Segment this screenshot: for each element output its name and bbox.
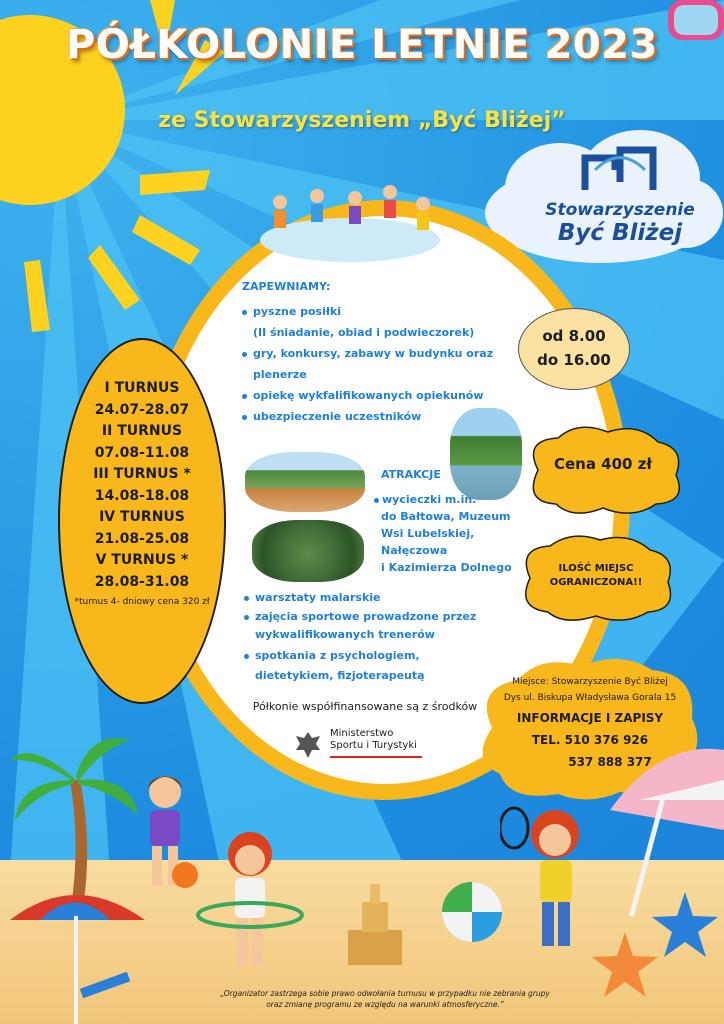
beach-ball-icon: [440, 880, 504, 944]
page-title: PÓŁKOLONIE LETNIE 2023: [66, 22, 658, 68]
provides-item: plenerze: [253, 368, 307, 381]
contact-address: Dys ul. Biskupa Władysława Gorala 15: [503, 693, 677, 703]
contact-place: Miejsce: Stowarzyszenie Być Bliżej: [512, 677, 668, 687]
association-logo: [520, 140, 720, 246]
disclaimer: [170, 988, 600, 1010]
attraction-item: Nałęczowa: [381, 544, 448, 557]
turn-line: IV TURNUS: [99, 509, 185, 525]
turn-line: II TURNUS: [101, 423, 183, 439]
bullet-icon: [374, 498, 379, 503]
starfish-blue-icon: [650, 890, 720, 960]
limited-label: [512, 562, 680, 590]
limited-line-2: OGRANICZONA!!: [549, 577, 643, 588]
hours-to: do 16.00: [537, 351, 611, 369]
attractions-heading: ATRAKCJE: [381, 468, 441, 481]
activity-item: wykwalifikowanych trenerów: [255, 628, 435, 641]
disclaimer-line-2: oraz zmianę programu ze względu na warunki atmosferyczne.”: [266, 1000, 504, 1009]
sandcastle-icon: [340, 880, 410, 970]
provides-item: opiekę wykfalifikowanych opiekunów: [253, 389, 484, 402]
bullet-icon: [242, 352, 247, 357]
turn-line: 28.08-31.08: [94, 573, 190, 590]
logo-line-2: Być Bliżej: [557, 220, 683, 246]
bullet-icon: [242, 415, 247, 420]
provides-item: (II śniadanie, obiad i podwieczorek): [253, 326, 475, 339]
landscape-photo: [245, 452, 365, 512]
activity-item: dietetykiem, fizjoterapeutą: [255, 669, 425, 682]
boy-hoop-illustration: [195, 820, 305, 980]
logo-line-1: Stowarzyszenie: [545, 200, 695, 220]
turn-line: I TURNUS: [104, 380, 180, 396]
hours-badge: [518, 308, 630, 390]
beach-umbrella-left-icon: [0, 880, 150, 1024]
activity-item: spotkania z psychologiem,: [255, 649, 420, 662]
bullet-icon: [244, 596, 249, 601]
provides-item: ubezpieczenie uczestników: [253, 410, 422, 423]
bullet-icon: [244, 615, 249, 620]
ministry-line-1: Ministerstwo: [330, 728, 394, 739]
attractions-section: [374, 468, 514, 576]
eagle-icon: [294, 728, 322, 762]
bullet-icon: [242, 310, 247, 315]
turn-line: 21.08-25.08: [94, 530, 190, 547]
bullet-icon: [242, 394, 247, 399]
turn-line: V TURNUS *: [95, 552, 189, 568]
subtitle: ze Stowarzyszeniem „Być Bliżej”: [158, 108, 566, 133]
attraction-item: do Bałtowa, Muzeum: [381, 510, 511, 523]
provides-item: pyszne posiłki: [253, 305, 342, 318]
turn-note: *turnus 4- dniowy cena 320 zł: [74, 597, 210, 607]
activities-section: [244, 588, 504, 683]
kids-illustration: [255, 180, 445, 265]
turn-line: III TURNUS *: [93, 466, 191, 482]
provides-heading: ZAPEWNIAMY:: [242, 280, 331, 293]
contact-phone-2: 537 888 377: [568, 755, 652, 769]
disclaimer-line-1: „Organizator zastrzega sobie prawo odwołania turnusu w przypadku nie zebrania grupy: [220, 989, 550, 998]
attraction-item: i Kazimierza Dolnego: [381, 561, 512, 574]
contact-info: INFORMACJE I ZAPISY: [516, 711, 664, 725]
hours-from: od 8.00: [542, 327, 606, 345]
logo-symbol-icon: [575, 140, 665, 196]
turns-oval: [58, 338, 226, 704]
attraction-item: wycieczki m.in.: [382, 493, 477, 506]
ministry-underline: [330, 756, 422, 758]
price-label: Cena 400 zł: [553, 455, 653, 473]
park-photo: [252, 520, 364, 582]
turn-line: 07.08-11.08: [94, 444, 190, 461]
turn-line: 14.08-18.08: [94, 487, 190, 504]
bullet-icon: [244, 654, 249, 659]
provides-item: gry, konkursy, zabawy w budynku oraz: [253, 347, 494, 360]
ministry-line-2: Sportu i Turystyki: [330, 740, 417, 751]
ministry-logo: [294, 726, 434, 766]
activity-item: zajęcia sportowe prowadzone przez: [255, 610, 477, 623]
provides-section: [242, 280, 542, 427]
tennis-racket-icon: [500, 808, 528, 848]
activity-item: warsztaty malarskie: [255, 591, 381, 604]
limited-line-1: ILOŚĆ MIEJSC: [558, 563, 634, 574]
turn-line: 24.07-28.07: [94, 401, 190, 418]
contact-phone-1: TEL. 510 376 926: [531, 733, 649, 747]
funding-text: Półkonie współfinansowane są z środków: [252, 700, 478, 713]
palm-tree-icon: [10, 720, 140, 900]
attraction-item: Wsi Lubelskiej,: [381, 527, 475, 540]
